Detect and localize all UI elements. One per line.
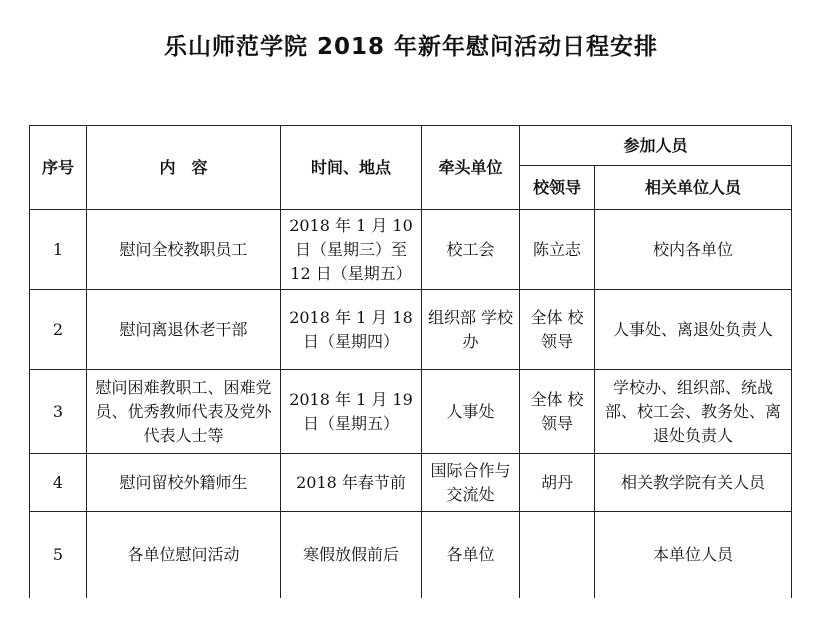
cell-seq: 2 [30,290,87,370]
cell-lead: 校工会 [422,210,520,290]
cell-time: 2018 年 1 月 18 日（星期四） [281,290,422,370]
cell-leader: 陈立志 [520,210,595,290]
cell-staff: 人事处、离退处负责人 [595,290,792,370]
cell-time: 2018 年春节前 [281,454,422,512]
table-row [30,210,792,290]
cell-leader: 全体 校领导 [520,370,595,454]
cell-lead: 人事处 [422,370,520,454]
header-content: 内 容 [87,126,281,210]
cell-staff: 相关教学院有关人员 [595,454,792,512]
cell-content: 慰问留校外籍师生 [87,454,281,512]
cell-time: 2018 年 1 月 19 日（星期五） [281,370,422,454]
cell-content: 各单位慰问活动 [87,512,281,598]
header-time-place: 时间、地点 [281,126,422,210]
header-lead-unit: 牵头单位 [422,126,520,210]
cell-leader: 胡丹 [520,454,595,512]
cell-content: 慰问离退休老干部 [87,290,281,370]
cell-staff: 学校办、组织部、统战部、校工会、教务处、离退处负责人 [595,370,792,454]
cell-staff: 本单位人员 [595,512,792,598]
cell-content: 慰问困难教职工、困难党员、优秀教师代表及党外代表人士等 [87,370,281,454]
schedule-table [29,125,792,598]
header-school-leader: 校领导 [520,166,595,210]
cell-lead: 组织部 学校办 [422,290,520,370]
table-row [30,454,792,512]
cell-lead: 各单位 [422,512,520,598]
cell-time: 2018 年 1 月 10 日（星期三）至 12 日（星期五） [281,210,422,290]
cell-lead: 国际合作与交流处 [422,454,520,512]
table-row [30,290,792,370]
cell-staff: 校内各单位 [595,210,792,290]
page-title: 乐山师范学院 2018 年新年慰问活动日程安排 [163,34,659,60]
header-row [30,126,792,166]
table-row [30,370,792,454]
cell-seq: 3 [30,370,87,454]
cell-leader: 全体 校领导 [520,290,595,370]
cell-seq: 1 [30,210,87,290]
header-participants: 参加人员 [520,126,792,166]
table-row [30,512,792,598]
cell-seq: 4 [30,454,87,512]
cell-seq: 5 [30,512,87,598]
cell-content: 慰问全校教职员工 [87,210,281,290]
header-seq: 序号 [30,126,87,210]
header-related-staff: 相关单位人员 [595,166,792,210]
cell-time: 寒假放假前后 [281,512,422,598]
cell-leader [520,512,595,598]
